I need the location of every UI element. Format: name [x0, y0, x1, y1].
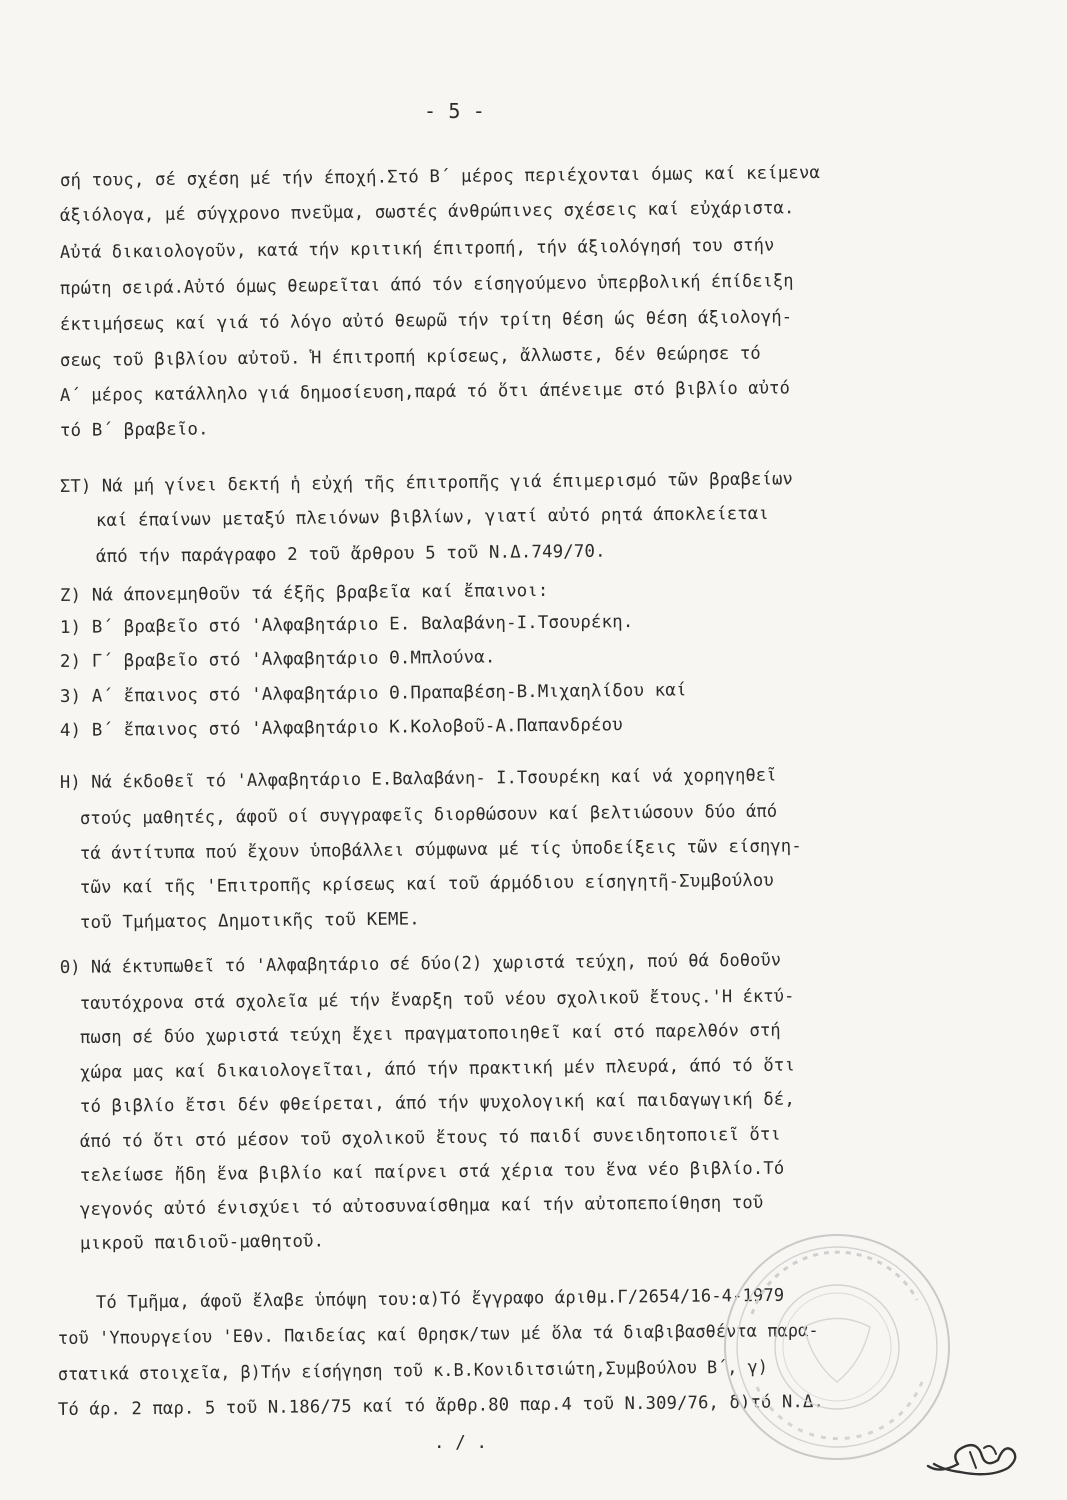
text-line: σή τους, σέ σχέση μέ τήν έποχή.Στό Β΄ μέρος περιέχονται όμως καί κείμενα — [59, 163, 821, 191]
text-line: μικροῦ παιδιοῦ-μαθητοῦ. — [79, 1231, 325, 1254]
text-line: τελείωσε ἤδη ἕνα βιβλίο καί παίρνει στά χέρια του ἕνα νέο βιβλίο.Τό — [79, 1158, 785, 1186]
text-line: Η) Νά έκδοθεῖ τό 'Αλφαβητάριο Ε.Βαλαβάνη- Ι.Τσουρέκη καί νά χορηγηθεῖ — [59, 765, 777, 793]
text-line: Α΄ μέρος κατάλληλο γιά δημοσίευση,παρά τό ὅτι άπένειμε στό βιβλίο αὐτό — [59, 378, 791, 406]
text-line: ταυτόχρονα στά σχολεῖα μέ τήν ἔναρξη τοῦ νέου σχολικοῦ ἔτους.'Η έκτύ- — [79, 986, 795, 1014]
text-line: γεγονός αὐτό ένισχύει τό αὐτοσυναίσθημα καί τήν αὐτοπεποίθηση τοῦ — [79, 1192, 764, 1220]
text-line: 3) Α΄ ἔπαινος στό 'Αλφαβητάριο Θ.Πραπαβέση-Β.Μιχαηλίδου καί — [59, 680, 687, 707]
text-line: τό Β΄ βραβεῖο. — [59, 419, 209, 441]
signature — [920, 1422, 1030, 1482]
text-line: τοῦ Τμήματος Δημοτικῆς τοῦ ΚΕΜΕ. — [79, 909, 420, 933]
text-line: στούς μαθητές, άφοῦ οί συγγραφεῖς διορθώσουν καί βελτιώσουν δύο άπό — [79, 801, 778, 829]
text-line: πωση σέ δύο χωριστά τεύχη ἔχει πραγματοποιηθεῖ καί στό παρελθόν στή — [79, 1020, 781, 1048]
text-line: έκτιμήσεως καί γιά τό λόγο αὐτό θεωρῶ τήν τρίτη θέση ώς θέση άξιολογή- — [59, 307, 793, 335]
text-line: 4) Β΄ ἔπαινος στό 'Αλφαβητάριο Κ.Κολοβοῦ-Α.Παπανδρέου — [59, 715, 623, 741]
page-number: - 5 - — [424, 99, 485, 123]
text-line: Τό Τμῆμα, άφοῦ ἔλαβε ὑπόψη του:α)Τό ἔγγραφο άριθμ.Γ/2654/16-4-1979 — [95, 1285, 785, 1313]
text-line: 1) Β΄ βραβεῖο στό 'Αλφαβητάριο Ε. Βαλαβάνη-Ι.Τσουρέκη. — [59, 611, 634, 638]
text-line: άπό τό ὅτι στό μέσον τοῦ σχολικοῦ ἔτους τό παιδί συνειδητοποιεῖ ὅτι — [79, 1124, 781, 1152]
text-line: τό βιβλίο ἔτσι δέν φθείρεται, άπό τήν ψυχολογική καί παιδαγωγική δέ, — [79, 1089, 796, 1117]
text-line: πρώτη σειρά.Αὐτό όμως θεωρεῖται άπό τόν είσηγούμενο ὑπερβολική έπίδειξη — [59, 271, 794, 299]
text-line: τῶν καί τῆς 'Επιτροπῆς κρίσεως καί τοῦ άρμόδιου είσηγητῆ-Συμβούλου — [79, 870, 774, 898]
text-line: Θ) Νά έκτυπωθεῖ τό 'Αλφαβητάριο σέ δύο(2) χωριστά τεύχη, πού θά δοθοῦν — [59, 950, 782, 978]
text-line: στατικά στοιχεῖα, β)Τήν είσήγηση τοῦ κ.Β.Κονιδιτσιώτη,Συμβούλου Β΄, γ) — [57, 1357, 769, 1385]
text-line: άξιόλογα, μέ σύγχρονο πνεῦμα, σωστές άνθρώπινες σχέσεις καί εὐχάριστα. — [59, 198, 795, 226]
text-line: τοῦ 'Υπουργείου 'Εθν. Παιδείας καί Θρησκ/των μέ ὅλα τά διαβιβασθέντα παρα- — [57, 1321, 819, 1349]
text-line: σεως τοῦ βιβλίου αὐτοῦ. Ἡ έπιτροπή κρίσεως, ἄλλωστε, δέν θεώρησε τό — [59, 343, 761, 371]
continuation-mark: . / . — [434, 1433, 488, 1453]
text-line: χώρα μας καί δικαιολογεῖται, άπό τήν πρακτική μέν πλευρά, άπό τό ὅτι — [79, 1055, 796, 1083]
text-line: Αὐτά δικαιολογοῦν, κατά τήν κριτική έπιτροπή, τήν άξιολόγησή του στήν — [59, 235, 775, 263]
text-line: ΣΤ) Νά μή γίνει δεκτή ἡ εὐχή τῆς έπιτροπῆς γιά έπιμερισμό τῶν βραβείων — [59, 469, 794, 497]
text-line: Ζ) Νά άπονεμηθοῦν τά έξῆς βραβεῖα καί ἔπαινοι: — [59, 580, 549, 606]
text-line: 2) Γ΄ βραβεῖο στό 'Αλφαβητάριο Θ.Μπλούνα. — [59, 647, 496, 672]
text-line: καί έπαίνων μεταξύ πλειόνων βιβλίων, γιατί αὐτό ρητά άποκλείεται — [95, 503, 769, 531]
text-line: τά άντίτυπα πού ἔχουν ὑποβάλλει σύμφωνα μέ τίς ὑποδείξεις τῶν είσηγη- — [79, 836, 802, 864]
text-line: Τό άρ. 2 παρ. 5 τοῦ Ν.186/75 καί τό ἄρθρ.80 παρ.4 τοῦ Ν.309/76, δ)τό Ν.Δ. — [57, 1391, 825, 1420]
text-line: άπό τήν παράγραφο 2 τοῦ ἄρθρου 5 τοῦ Ν.Δ.749/70. — [95, 541, 606, 567]
